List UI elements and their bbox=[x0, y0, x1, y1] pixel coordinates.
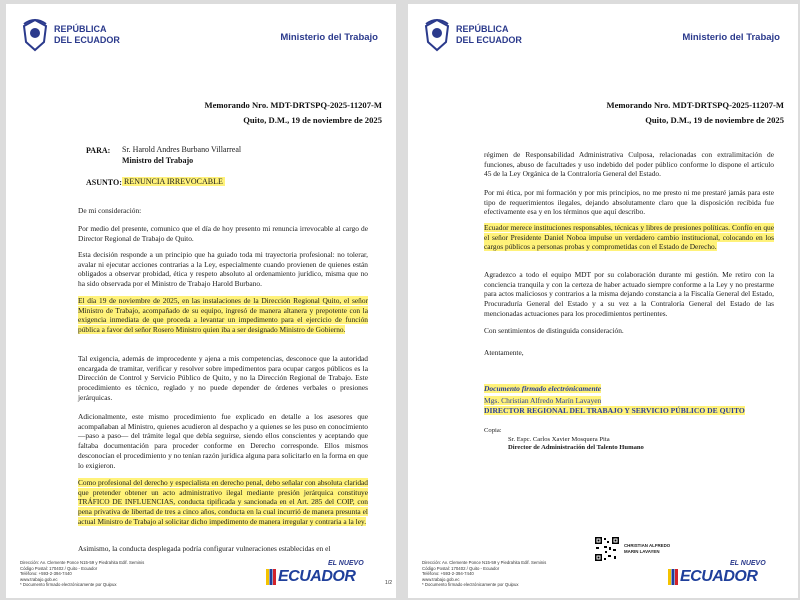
page-footer bbox=[20, 560, 260, 588]
asunto-highlight: RENUNCIA IRREVOCABLE bbox=[124, 177, 223, 186]
paragraph-highlighted bbox=[78, 478, 368, 527]
page-number: 1/2 bbox=[385, 580, 392, 586]
document-page-1 bbox=[6, 4, 396, 598]
brand-tagline: EL NUEVO bbox=[328, 560, 364, 567]
copia-label: Copia: bbox=[484, 427, 502, 434]
paragraph: Con sentimientos de distinguida consideración. bbox=[484, 326, 624, 335]
highlight: Ecuador merece instituciones responsables, técnicas y libres de presiones políticas. Confío en que el señor Presidente Daniel Noboa impulse un verdadero cambio institucional, colocando en los cargos públicos a personas probas y comprometidas con el Estado de Derecho. bbox=[484, 223, 774, 252]
footer-address: Dirección: Av. Clemente Ponce N15-59 y Piedrahita Edif. Seminis bbox=[422, 560, 547, 566]
brand-tagline: EL NUEVO bbox=[730, 560, 766, 567]
paragraph: Por mi ética, por mi formación y por mis principios, no me presto ni me prestaré jamás para este tipo de requerimientos ilegales, dejando absolutamente claro que la disposición recibida fue efectivamente esa y en los términos que aquí describo. bbox=[484, 188, 774, 217]
qr-code-icon bbox=[594, 536, 620, 562]
logo-line-2: DEL ECUADOR bbox=[54, 35, 120, 45]
footer-phone: Teléfono: +593-2-394-7440 bbox=[20, 571, 72, 577]
signature-block bbox=[484, 384, 784, 416]
page-header bbox=[422, 16, 784, 60]
logo-line-1: REPÚBLICA bbox=[54, 24, 107, 34]
footer-address: Dirección: Av. Clemente Ponce N15-59 y Piedrahita Edif. Seminis bbox=[20, 560, 145, 566]
document-page-2 bbox=[408, 4, 798, 598]
qr-caption-line-2: MARIN LAVAYEN bbox=[624, 549, 660, 554]
signer-title: DIRECTOR REGIONAL DEL TRABAJO Y SERVICIO PÚBLICO DE QUITO bbox=[484, 406, 745, 415]
highlight: El día 19 de noviembre de 2025, en las instalaciones de la Dirección Regional Quito, el señor Ministro de Trabajo, acompañado de su equipo, ingresó de manera altanera y prepotente con la exigencia inmediata de que proceda a levantar un impedimento para el ejercicio de función pública a favor del señor Rosero Ministro quien iba a ser designado Ministro de Gobierno. bbox=[78, 296, 368, 335]
paragraph: Tal exigencia, además de improcedente y ajena a mis competencias, desconoce que la autoridad encargada de tramitar, verificar y resolver sobre impedimentos para ocupar cargos públicos es la Dirección de Control y Servicio Público de Quito, y no la Dirección Regional de Trabajo. Este procedimiento es técnico, reglado y no puede depender de órdenes verbales o presiones jerárquicas. bbox=[78, 354, 368, 402]
paragraph: Adicionalmente, este mismo procedimiento fue explicado en detalle a los asesores que acompañaban al Ministro, quienes acudieron al despacho y a quienes se les puso en conocimiento —paso a paso— del trámite legal que debía seguirse, siendo ellos conscientes y aceptando que faltaba documentación para proceder conforme en Derecho corresponde. Ellos mismos desconocían el procedimiento y no tenían razón jurídica alguna para solicitarlo en la forma en que lo exigieron. bbox=[78, 412, 368, 470]
paragraph: Esta decisión responde a un principio que ha guiado toda mi trayectoria profesional: no tolerar, avalar ni ejecutar acciones contrarias a la Ley, especialmente cuando provienen de quienes están obligados a observar probidad, ética y respeto absoluto al ordenamiento jurídico, misma que no ha sido observada por el Ministro de Trabajo Harold Burbano. bbox=[78, 250, 368, 289]
highlight: Como profesional del derecho y especialista en derecho penal, debo señalar con absoluta claridad que pretender obtener un acto administrativo ilegal mediante presión jerárquica constituye TRÁFICO DE INFLUENCIAS, conducta tipificada y sancionada en el Art. 285 del COIP, con pena privativa de libertad de tres a cinco años, conducta en la cual incurrió de manera presunta el actual Ministro de Trabajo al solicitar dicho impedimento de manera irregular y contraria a la ley. bbox=[78, 478, 368, 526]
brand-wordmark: ECUADOR bbox=[680, 568, 758, 585]
footer-postal: Código Postal: 170402 / Quito - Ecuador bbox=[422, 565, 500, 571]
logo-line-2: DEL ECUADOR bbox=[456, 35, 522, 45]
flag-stripes-icon bbox=[668, 569, 678, 585]
paragraph: Asimismo, la conducta desplegada podría configurar vulneraciones establecidas en el bbox=[78, 544, 331, 553]
footer-note: * Documento firmado electrónicamente por Quipux bbox=[422, 582, 519, 588]
ministry-name: Ministerio del Trabajo bbox=[280, 32, 378, 43]
footer-postal: Código Postal: 170402 / Quito - Ecuador bbox=[20, 565, 98, 571]
closing: Atentamente, bbox=[484, 348, 524, 357]
memo-number: Memorando Nro. MDT-DRTSPQ-2025-11207-M bbox=[204, 100, 382, 110]
para-title: Ministro del Trabajo bbox=[122, 156, 194, 165]
flag-stripes-icon bbox=[266, 569, 276, 585]
paragraph: Agradezco a todo el equipo MDT por su colaboración durante mi gestión. Me retiro con la conciencia tranquila y con la certeza de haber actuado siempre conforme a la Ley y no prestarme para actos maliciosos y contrarios a la misma dejando constancia a la Fiscalía General del Estado, Procuraduría General del Estado y a su vez a la Contraloría General del Estado de las mencionadas actuaciones para los procedimientos pertinentes. bbox=[484, 270, 774, 318]
memo-date: Quito, D.M., 19 de noviembre de 2025 bbox=[243, 115, 382, 125]
copia-name: Sr. Espc. Carlos Xavier Mosquera Pita bbox=[508, 436, 610, 443]
coat-of-arms-icon bbox=[20, 18, 50, 52]
paragraph: régimen de Responsabilidad Administrativa Culposa, relacionadas con extralimitación de funciones, abuso de facultades y uso indebido del poder público conforme lo dispone el artículo 45 de la Ley Orgánica de la Contraloría General del Estado. bbox=[484, 150, 774, 179]
asunto-label: ASUNTO: bbox=[86, 178, 122, 187]
paragraph-highlighted bbox=[78, 296, 368, 335]
government-logo bbox=[422, 16, 542, 56]
signed-label: Documento firmado electrónicamente bbox=[484, 384, 602, 393]
brand-wordmark: ECUADOR bbox=[278, 568, 356, 585]
footer-website: www.trabajo.gob.ec bbox=[20, 576, 58, 582]
brand-logo bbox=[666, 560, 786, 590]
page-footer bbox=[422, 560, 662, 588]
para-label: PARA: bbox=[86, 146, 111, 155]
asunto-value bbox=[122, 172, 242, 192]
page-header bbox=[20, 16, 382, 60]
memo-date: Quito, D.M., 19 de noviembre de 2025 bbox=[645, 115, 784, 125]
government-logo bbox=[20, 16, 140, 56]
footer-phone: Teléfono: +593-2-394-7440 bbox=[422, 571, 474, 577]
brand-logo bbox=[264, 560, 384, 590]
footer-website: www.trabajo.gob.ec bbox=[422, 576, 460, 582]
ministry-name: Ministerio del Trabajo bbox=[682, 32, 780, 43]
para-name: Sr. Harold Andres Burbano Villarreal bbox=[122, 145, 242, 154]
paragraph: Por medio del presente, comunico que el día de hoy presento mi renuncia irrevocable al cargo de Director Regional de Trabajo de Quito. bbox=[78, 224, 368, 243]
greeting: De mi consideración: bbox=[78, 206, 142, 215]
footer-note: * Documento firmado electrónicamente por Quipux bbox=[20, 582, 117, 588]
coat-of-arms-icon bbox=[422, 18, 452, 52]
qr-caption bbox=[624, 543, 670, 555]
signer-name: Mgs. Christian Alfredo Marín Lavayen bbox=[484, 396, 602, 405]
paragraph-highlighted bbox=[484, 223, 774, 252]
copia-title: Director de Administración del Talento Humano bbox=[508, 444, 644, 451]
memo-number: Memorando Nro. MDT-DRTSPQ-2025-11207-M bbox=[606, 100, 784, 110]
qr-caption-line-1: CHRISTIAN ALFREDO bbox=[624, 543, 671, 548]
logo-line-1: REPÚBLICA bbox=[456, 24, 509, 34]
